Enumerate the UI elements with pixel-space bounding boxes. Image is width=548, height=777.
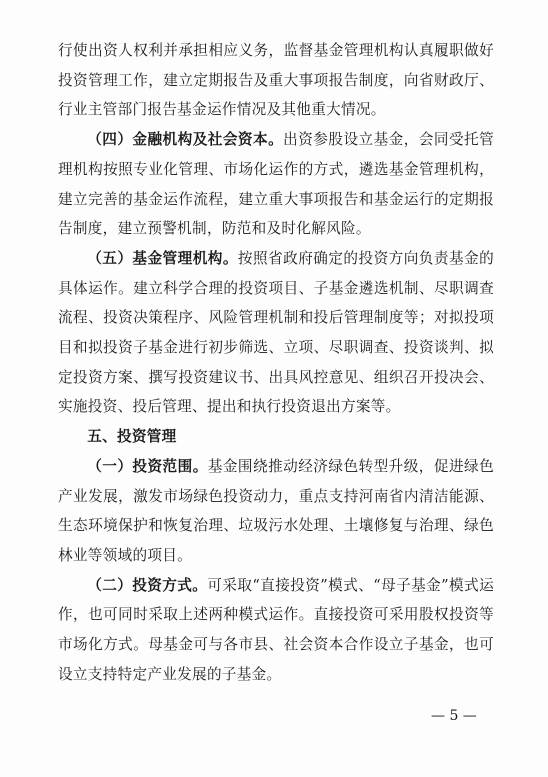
section-heading: 五、投资管理 [87, 428, 177, 446]
paragraph-lead: （二）投资方式。 [87, 576, 208, 594]
paragraph-continuation [58, 36, 494, 125]
paragraph-financial-institutions [58, 125, 494, 244]
page-number: — 5 — [431, 708, 477, 724]
paragraph-lead: （一）投资范围。 [87, 457, 208, 475]
paragraph-text: 行使出资人权利并承担相应义务，监督基金管理机构认真履职做好投资管理工作，建立定期报告及重大事项报告制度，向省财政厅、行业主管部门报告基金运作情况及其他重大情况。 [58, 42, 494, 119]
paragraph-lead: （四）金融机构及社会资本。 [87, 131, 284, 149]
paragraph-investment-method [58, 571, 494, 690]
document-body [58, 36, 494, 689]
paragraph-fund-management-institution [58, 244, 494, 422]
paragraph-text: 按照省政府确定的投资方向负责基金的具体运作。建立科学合理的投资项目、子基金遴选机制、尽职调查流程、投资决策程序、风险管理机制和投后管理制度等；对拟投项目和拟投资子基金进行初步筛选、立项、尽职调查、投资谈判、拟定投资方案、撰写投资建议书、出具风控意见、组织召开投决会、实施投资、投后管理、提出和执行投资退出方案等。 [58, 249, 494, 416]
paragraph-text: 基金围绕推动经济绿色转型升级，促进绿色产业发展，激发市场绿色投资动力，重点支持河南省内清洁能源、生态环境保护和恢复治理、垃圾污水处理、土壤修复与治理、绿色林业等领域的项目。 [58, 457, 494, 564]
paragraph-text: 出资参股设立基金，会同受托管理机构按照专业化管理、市场化运作的方式，遴选基金管理机构，建立完善的基金运作流程，建立重大事项报告和基金运行的定期报告制度，建立预警机制，防范和及时化解风险。 [58, 131, 495, 238]
paragraph-investment-scope [58, 452, 494, 571]
paragraph-lead: （五）基金管理机构。 [87, 249, 238, 267]
paragraph-text: 可采取“直接投资”模式、“母子基金”模式运作，也可同时采取上述两种模式运作。直接投资可采用股权投资等市场化方式。母基金可与各市县、社会资本合作设立子基金，也可设立支持特定产业发展的子基金。 [58, 576, 494, 683]
